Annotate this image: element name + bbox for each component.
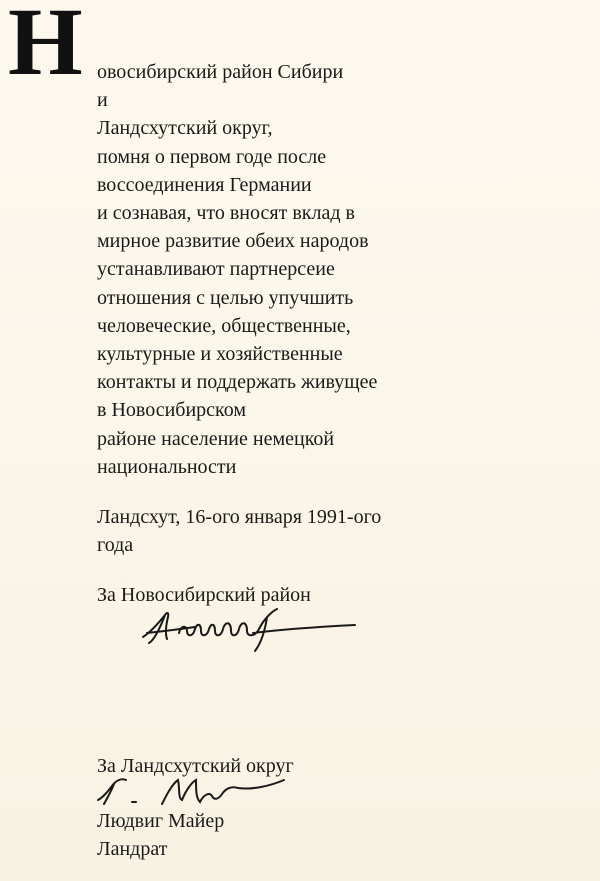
place-date-line: года bbox=[97, 534, 134, 556]
body-line: в Новосибирском bbox=[97, 399, 247, 422]
body-line: контакты и поддержать живущее bbox=[97, 371, 378, 394]
body-line: помня о первом годе после bbox=[97, 145, 327, 168]
signatory-title: Ландрат bbox=[97, 838, 168, 860]
body-line: мирное развитие обеих народов bbox=[97, 230, 369, 253]
handwritten-signature-icon bbox=[92, 770, 292, 810]
signatory-2-label: За Ландсхутский округ bbox=[97, 755, 294, 777]
body-line: воссоединения Германии bbox=[97, 173, 312, 196]
place-date bbox=[97, 503, 567, 559]
body-line: и сознавая, что вносят вклад в bbox=[97, 202, 355, 225]
body-line: Ландсхутский округ, bbox=[97, 117, 273, 140]
body-line: районе население немецкой bbox=[97, 427, 335, 450]
body-line: и bbox=[97, 89, 108, 112]
signatory-1-label: За Новосибирский район bbox=[97, 584, 311, 606]
place-date-line: Ландсхут, 16-ого января 1991-ого bbox=[97, 506, 382, 528]
body-line: устанавливают партнерсеие bbox=[97, 258, 335, 281]
handwritten-signature-icon bbox=[135, 603, 375, 653]
body-line: человеческие, общественные, bbox=[97, 314, 351, 337]
drop-cap-letter: Н bbox=[8, 0, 83, 95]
signatory-2-details bbox=[97, 807, 567, 863]
body-line: овосибирский район Сибири bbox=[97, 61, 344, 83]
body-line: отношения с целью упучшить bbox=[97, 286, 354, 309]
body-line: национальности bbox=[97, 455, 237, 478]
body-line: культурные и хозяйственные bbox=[97, 343, 343, 366]
document-body bbox=[97, 58, 567, 481]
signatory-name: Людвиг Майер bbox=[97, 810, 225, 832]
